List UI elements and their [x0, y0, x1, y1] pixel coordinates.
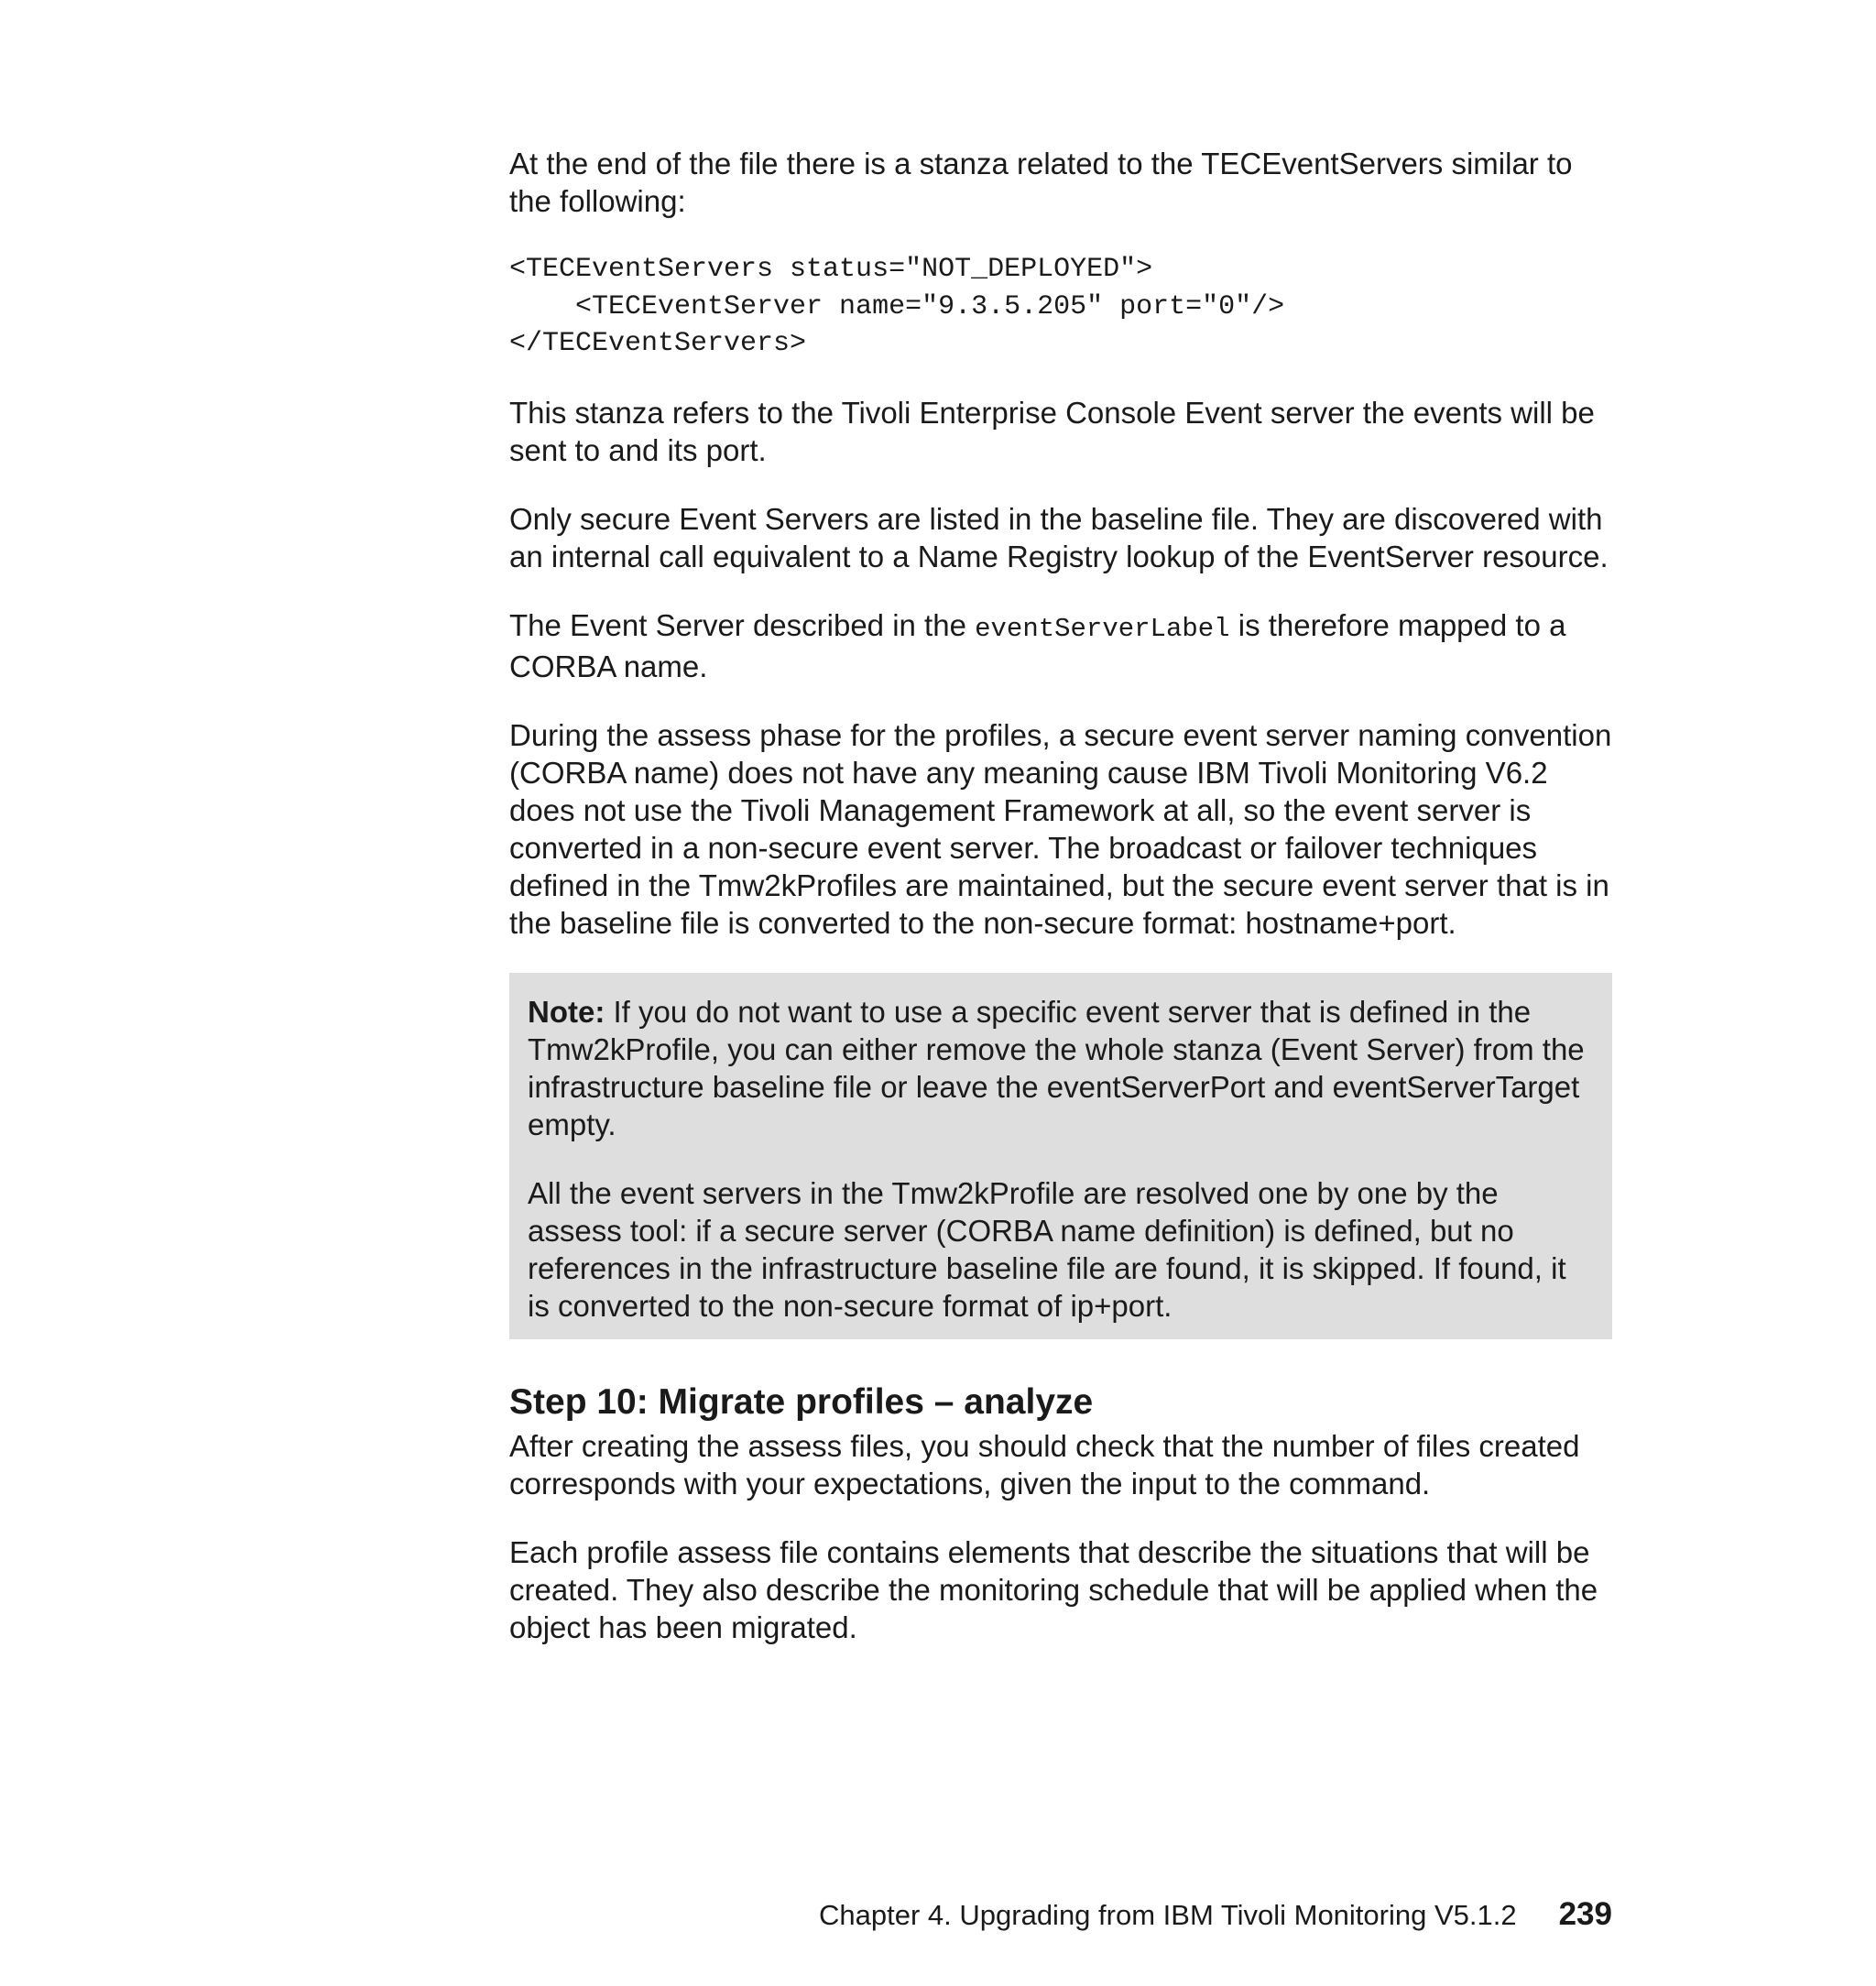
- mapped-paragraph: [509, 606, 1612, 685]
- code-line: </TECEventServers>: [509, 328, 807, 359]
- code-line: <TECEventServers status="NOT_DEPLOYED">: [509, 254, 1153, 285]
- page-footer: [509, 1896, 1612, 1934]
- note-text-1: If you do not want to use a specific event server that is defined in the Tmw2kProfile, you can either remove the whole stanza (Event Server) from the infrastructure baseline file or leave the eventServerPort and eventServerTarget empty.: [528, 994, 1585, 1141]
- mapped-text-after: is therefore mapped to a CORBA name.: [509, 607, 1566, 683]
- mapped-text-before: The Event Server described in the: [509, 607, 976, 642]
- intro-paragraph: At the end of the file there is a stanza related to the TECEventServers similar to the following:: [509, 147, 1573, 218]
- code-block: [509, 251, 1612, 363]
- after-creating-paragraph: After creating the assess files, you should check that the number of files created corresponds with your expectations, given the input to the command.: [509, 1428, 1580, 1500]
- secure-servers-paragraph: Only secure Event Servers are listed in the baseline file. They are discovered with an internal call equivalent to a Name Registry lookup of the EventServer resource.: [509, 501, 1609, 573]
- note-paragraph-2: All the event servers in the Tmw2kProfile are resolved one by one by the assess tool: if a secure server (CORBA name definition) is defined, but no references in the infrastructure baseline file are found, it is skipped. If found, it is converted to the non-secure format of ip+port.: [528, 1175, 1566, 1323]
- each-profile-paragraph: Each profile assess file contains elements that describe the situations that will be created. They also describe the monitoring schedule that will be applied when the object has been migrated.: [509, 1534, 1598, 1644]
- assess-phase-paragraph: During the assess phase for the profiles, a secure event server naming convention (CORBA name) does not have any meaning cause IBM Tivoli Monitoring V6.2 does not use the Tivoli Management Framework at all, so the event server is converted in a non-secure event server. The broadcast or failover techniques defined in the Tmw2kProfiles are maintained, but the secure event server that is in the baseline file is converted to the non-secure format: hostname+port.: [509, 717, 1612, 940]
- code-line: <TECEventServer name="9.3.5.205" port="0"/>: [509, 290, 1285, 322]
- note-paragraph-1: [528, 993, 1594, 1143]
- stanza-paragraph: This stanza refers to the Tivoli Enterprise Console Event server the events will be sent to and its port.: [509, 395, 1595, 467]
- page-content: [509, 145, 1612, 1677]
- page-number: 239: [1558, 1896, 1612, 1932]
- chapter-title: Chapter 4. Upgrading from IBM Tivoli Monitoring V5.1.2: [819, 1899, 1517, 1931]
- note-label: Note:: [528, 994, 605, 1029]
- note-box: [509, 973, 1612, 1339]
- event-server-label-code: eventServerLabel: [975, 613, 1230, 644]
- step-heading: Step 10: Migrate profiles – analyze: [509, 1381, 1094, 1422]
